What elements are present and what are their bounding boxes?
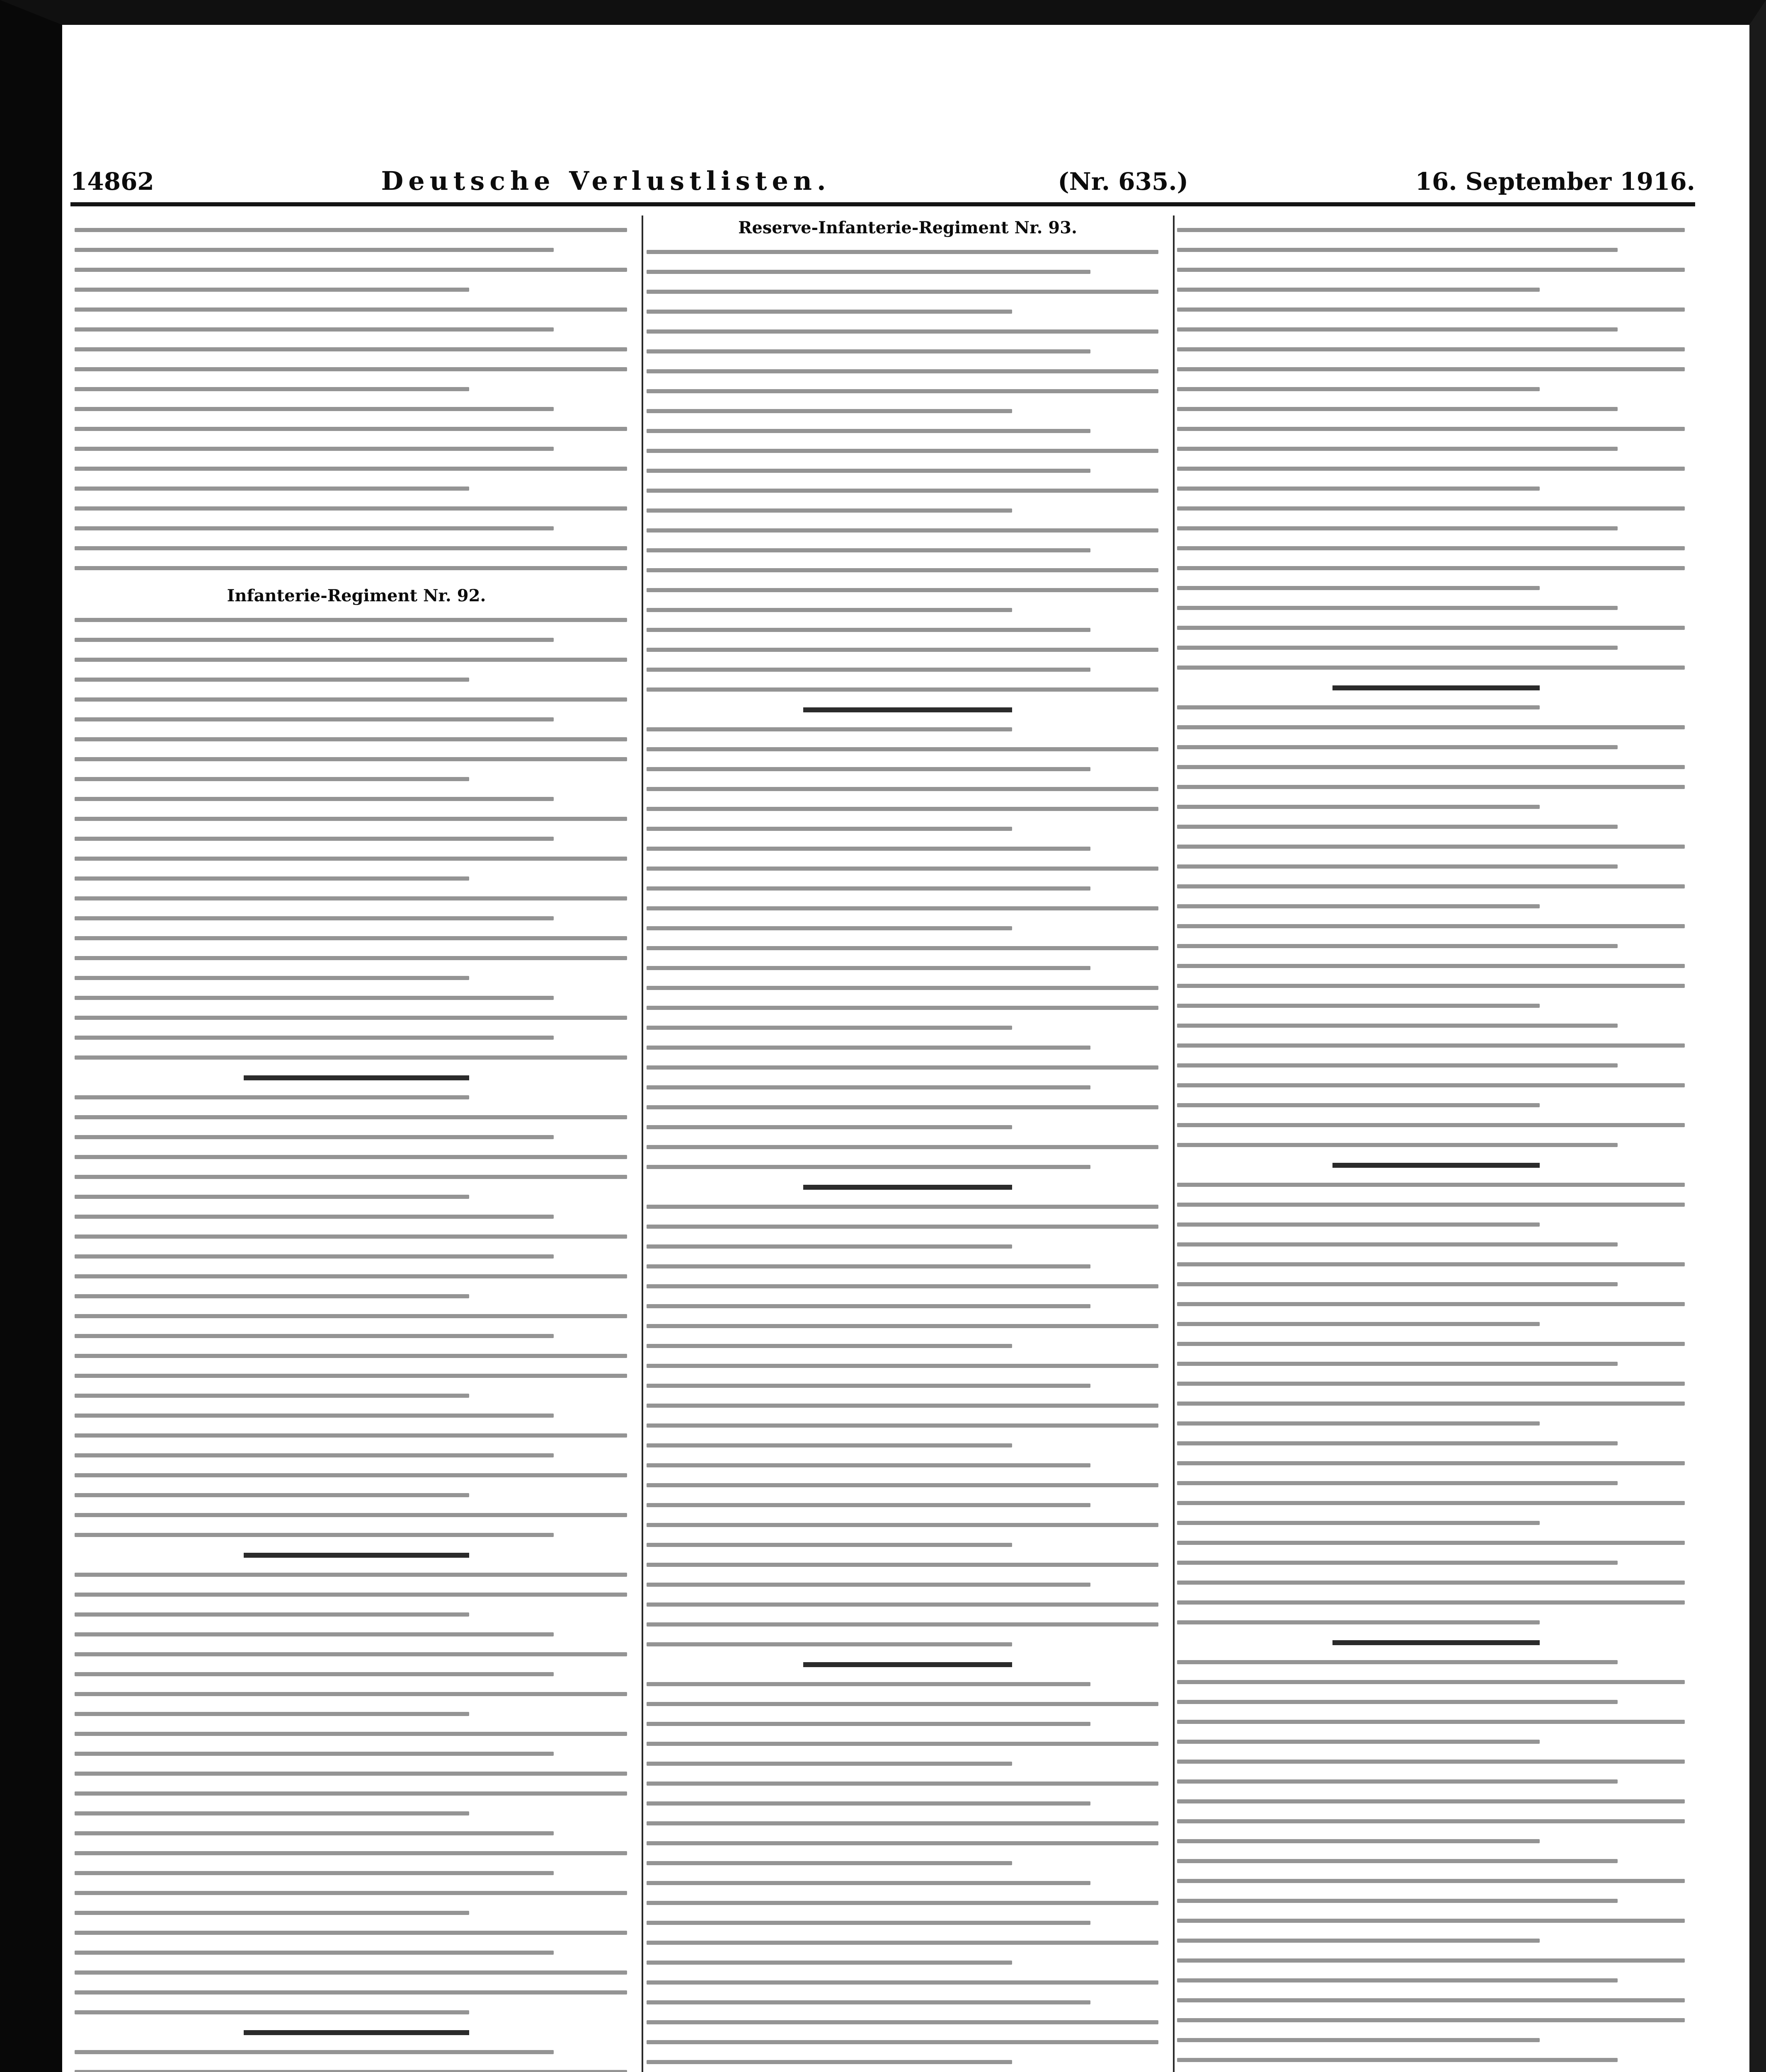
text-line [1177, 1402, 1685, 1406]
text-line [75, 2050, 554, 2054]
text-line [1177, 1043, 1685, 1048]
text-line [647, 329, 1158, 334]
casualty-list-text [75, 228, 638, 570]
text-line [1177, 1899, 1618, 1903]
text-line [1177, 1819, 1685, 1823]
text-line [75, 1374, 627, 1378]
text-line [647, 469, 1090, 473]
text-line [75, 347, 627, 351]
text-line [647, 1980, 1158, 1985]
text-line [1177, 1024, 1618, 1028]
text-line [1177, 307, 1685, 312]
text-line [647, 1065, 1158, 1070]
text-line [1177, 546, 1685, 550]
text-line [647, 1145, 1158, 1149]
text-line [647, 668, 1090, 672]
column-right [1177, 215, 1695, 2072]
text-line [75, 1931, 627, 1935]
text-line [75, 447, 554, 451]
text-line [1177, 1461, 1685, 1465]
text-line [647, 1046, 1090, 1050]
text-line [1177, 904, 1540, 908]
text-line [75, 327, 554, 332]
company-subheading [244, 1553, 469, 1558]
text-line [647, 1105, 1158, 1109]
text-line [647, 1742, 1158, 1746]
text-line [75, 1354, 627, 1358]
text-line [75, 1772, 627, 1776]
text-line [1177, 1004, 1540, 1008]
text-line [647, 1384, 1090, 1388]
text-line [1177, 1958, 1685, 1963]
text-line [1177, 1222, 1540, 1227]
text-line [75, 1274, 627, 1278]
text-line [1177, 228, 1685, 232]
text-line [75, 1215, 554, 1219]
company-subheading [803, 1662, 1012, 1667]
text-line [647, 528, 1158, 533]
text-line [647, 608, 1012, 612]
text-line [647, 409, 1012, 413]
text-line [647, 508, 1012, 513]
text-line [647, 1443, 1012, 1447]
text-line [647, 1404, 1158, 1408]
text-line [647, 628, 1090, 632]
text-line [1177, 1740, 1540, 1744]
text-line [647, 588, 1158, 592]
text-line [75, 777, 469, 781]
company-subheading [1332, 1640, 1540, 1645]
journal-title: Deutsche Verlustlisten. [381, 166, 831, 196]
text-line [647, 1901, 1158, 1905]
text-line [75, 1135, 554, 1139]
text-line [1177, 845, 1685, 849]
section-title: Infanterie-Regiment Nr. 92. [227, 586, 486, 605]
text-line [75, 427, 627, 431]
text-line [75, 228, 627, 232]
text-line [647, 1961, 1012, 1965]
text-line [647, 906, 1158, 910]
text-line [75, 566, 627, 570]
text-line [1177, 2018, 1685, 2022]
text-line [75, 956, 627, 960]
text-line [1177, 646, 1618, 650]
text-line [1177, 566, 1685, 570]
text-line [647, 727, 1012, 731]
text-line [647, 1006, 1158, 1010]
text-line [75, 1493, 469, 1497]
text-line [647, 1125, 1012, 1129]
text-line [75, 546, 627, 550]
text-line [647, 1244, 1012, 1249]
text-line [647, 926, 1012, 930]
text-line [75, 658, 627, 662]
text-line [75, 1095, 469, 1099]
text-line [75, 1791, 627, 1796]
text-line [1177, 864, 1618, 869]
page-header [70, 166, 1695, 199]
text-line [1177, 1262, 1685, 1266]
text-line [647, 1523, 1158, 1527]
issue-number: (Nr. 635.) [1058, 167, 1189, 196]
text-line [1177, 765, 1685, 769]
text-line [1177, 487, 1540, 491]
text-line [647, 548, 1090, 552]
text-line [647, 807, 1158, 811]
text-line [1177, 1620, 1540, 1624]
text-line [647, 1324, 1158, 1328]
text-line [75, 857, 627, 861]
text-line [1177, 427, 1685, 431]
text-line [75, 1970, 627, 1975]
text-line [647, 1026, 1012, 1030]
text-line [75, 1891, 627, 1895]
column-divider [642, 215, 643, 2072]
text-line [1177, 884, 1685, 888]
text-line [75, 1752, 554, 1756]
text-line [647, 1702, 1158, 1706]
text-line [75, 737, 627, 741]
section-title: Reserve-Infanterie-Regiment Nr. 93. [738, 218, 1077, 237]
company-subheading [1332, 1163, 1540, 1168]
text-line [647, 787, 1158, 791]
text-line [75, 1990, 627, 1995]
text-line [647, 867, 1158, 871]
text-line [75, 1712, 469, 1716]
text-line [1177, 1322, 1540, 1326]
text-line [75, 1811, 469, 1815]
casualty-list-text [647, 250, 1169, 2072]
text-line [1177, 1083, 1685, 1087]
text-line [647, 1642, 1012, 1646]
column-middle [647, 215, 1169, 2072]
text-line [75, 367, 627, 371]
text-line [1177, 447, 1618, 451]
page-number: 14862 [70, 167, 154, 196]
text-line [75, 1115, 627, 1119]
text-line [1177, 1362, 1618, 1366]
text-line [75, 1851, 627, 1855]
header-rule [70, 202, 1695, 206]
text-line [1177, 347, 1685, 351]
text-line [75, 1473, 627, 1477]
text-line [1177, 1680, 1685, 1684]
text-line [647, 1563, 1158, 1567]
text-line [647, 2060, 1012, 2064]
text-line [647, 1583, 1090, 1587]
text-line [647, 270, 1090, 274]
text-line [75, 797, 554, 801]
text-line [75, 1294, 469, 1298]
text-line [75, 1016, 627, 1020]
text-line [1177, 1799, 1685, 1803]
text-line [647, 1264, 1090, 1268]
text-line [647, 1205, 1158, 1209]
company-subheading [244, 2030, 469, 2035]
column-left [75, 215, 638, 2072]
text-line [647, 687, 1158, 692]
text-line [647, 310, 1012, 314]
text-line [75, 1692, 627, 1696]
text-line [75, 1513, 627, 1517]
text-line [1177, 1342, 1685, 1346]
text-line [1177, 825, 1618, 829]
text-line [1177, 1203, 1685, 1207]
text-line [647, 429, 1090, 433]
text-line [647, 2000, 1090, 2004]
text-line [75, 1871, 554, 1875]
text-line [1177, 1302, 1685, 1306]
text-line [647, 946, 1158, 950]
text-line [647, 1801, 1090, 1806]
text-line [1177, 1760, 1685, 1764]
text-line [647, 886, 1090, 891]
text-line [75, 1334, 554, 1338]
text-line [75, 268, 627, 272]
text-line [1177, 924, 1685, 928]
text-line [1177, 407, 1618, 411]
text-line [75, 248, 554, 252]
text-line [647, 1503, 1090, 1507]
text-line [75, 387, 469, 391]
text-line [1177, 1700, 1618, 1704]
text-line [75, 996, 554, 1000]
text-line [1177, 1123, 1685, 1127]
text-line [75, 1632, 554, 1636]
text-line [1177, 1541, 1685, 1545]
text-line [1177, 248, 1618, 252]
text-line [75, 1254, 554, 1259]
text-line [647, 2020, 1158, 2024]
text-line [647, 449, 1158, 453]
text-line [1177, 705, 1540, 709]
text-line [1177, 1939, 1540, 1943]
text-line [647, 1762, 1012, 1766]
text-line [647, 1165, 1090, 1169]
text-line [75, 2070, 627, 2072]
text-line [75, 1732, 627, 1736]
text-line [1177, 1242, 1618, 1247]
text-line [1177, 785, 1685, 789]
text-line [647, 1782, 1158, 1786]
text-line [1177, 805, 1540, 809]
text-line [75, 976, 469, 980]
text-line [75, 1831, 554, 1835]
text-line [1177, 2038, 1540, 2042]
text-line [75, 1911, 469, 1915]
text-line [647, 1941, 1158, 1945]
text-line [75, 916, 554, 920]
text-line [1177, 586, 1540, 590]
text-line [75, 1155, 627, 1159]
text-line [647, 1364, 1158, 1368]
text-line [1177, 1919, 1685, 1923]
text-line [75, 1573, 627, 1577]
text-line [75, 1394, 469, 1398]
text-line [75, 876, 469, 881]
text-line [647, 1344, 1012, 1348]
text-line [75, 896, 627, 900]
text-line [1177, 606, 1618, 610]
text-line [75, 307, 627, 312]
text-line [647, 1841, 1158, 1845]
text-line [1177, 506, 1685, 511]
text-line [75, 1593, 627, 1597]
text-line [647, 489, 1158, 493]
text-line [647, 648, 1158, 652]
text-line [1177, 1063, 1618, 1067]
text-line [1177, 268, 1685, 272]
text-line [1177, 1720, 1685, 1724]
text-line [1177, 1103, 1540, 1107]
text-line [647, 1483, 1158, 1487]
text-line [647, 1085, 1090, 1089]
text-line [75, 717, 554, 721]
text-line [75, 288, 469, 292]
text-line [75, 936, 627, 940]
text-line [1177, 1521, 1540, 1525]
text-line [75, 1652, 627, 1656]
casualty-list-text [75, 618, 638, 2072]
text-line [647, 1861, 1012, 1865]
text-line [1177, 367, 1685, 371]
text-line [1177, 1581, 1685, 1585]
column-divider [1173, 215, 1175, 2072]
text-line [75, 638, 554, 642]
text-line [647, 568, 1158, 572]
text-line [75, 618, 627, 622]
text-line [1177, 1839, 1540, 1843]
text-line [75, 526, 554, 530]
text-line [1177, 1481, 1618, 1485]
text-line [1177, 1561, 1618, 1565]
text-line [647, 369, 1158, 373]
company-subheading [1332, 685, 1540, 690]
text-line [1177, 1143, 1618, 1147]
company-subheading [803, 1185, 1012, 1190]
company-subheading [244, 1075, 469, 1080]
text-line [647, 1821, 1158, 1825]
text-line [75, 1036, 554, 1040]
text-line [75, 1672, 554, 1676]
text-line [75, 1612, 469, 1617]
text-line [75, 1195, 469, 1199]
text-line [75, 697, 627, 702]
text-line [1177, 526, 1618, 530]
text-line [1177, 1978, 1618, 1982]
text-line [1177, 1859, 1618, 1863]
text-line [647, 1622, 1158, 1627]
company-subheading [803, 707, 1012, 712]
text-line [1177, 1879, 1685, 1883]
text-line [647, 349, 1090, 353]
text-line [647, 1284, 1158, 1288]
text-line [647, 827, 1012, 831]
text-line [75, 2010, 469, 2014]
text-line [647, 1682, 1090, 1686]
text-line [647, 767, 1090, 771]
text-line [1177, 984, 1685, 988]
text-line [647, 290, 1158, 294]
text-line [75, 1175, 627, 1179]
text-line [1177, 1183, 1685, 1187]
text-line [1177, 666, 1685, 670]
casualty-list-text [1177, 228, 1695, 2072]
text-line [647, 986, 1158, 990]
text-line [647, 250, 1158, 254]
text-line [647, 1722, 1090, 1726]
text-line [1177, 387, 1540, 391]
text-line [1177, 1998, 1685, 2002]
text-line [1177, 1282, 1618, 1286]
text-line [647, 1423, 1158, 1428]
text-line [75, 1055, 627, 1060]
text-line [647, 847, 1090, 851]
text-line [75, 467, 627, 471]
text-line [647, 389, 1158, 393]
text-line [75, 1234, 627, 1239]
text-line [1177, 1779, 1618, 1784]
text-line [75, 1314, 627, 1318]
text-line [647, 1602, 1158, 1607]
text-line [1177, 1660, 1618, 1664]
text-line [75, 1533, 554, 1537]
text-line [75, 678, 469, 682]
text-line [75, 1433, 627, 1438]
text-line [75, 407, 554, 411]
text-line [647, 1921, 1090, 1925]
text-line [1177, 1600, 1685, 1605]
text-line [75, 837, 554, 841]
text-line [1177, 1382, 1685, 1386]
text-line [647, 747, 1158, 751]
text-line [647, 966, 1090, 970]
text-line [1177, 1421, 1540, 1426]
text-line [647, 1304, 1090, 1308]
text-line [75, 1951, 554, 1955]
text-line [1177, 964, 1685, 968]
text-line [647, 2040, 1158, 2044]
text-line [1177, 327, 1618, 332]
text-line [75, 817, 627, 821]
text-line [647, 1225, 1158, 1229]
text-line [75, 506, 627, 511]
text-line [75, 1453, 554, 1457]
text-line [647, 1881, 1090, 1885]
text-line [1177, 1441, 1618, 1445]
text-line [1177, 944, 1618, 948]
issue-date: 16. September 1916. [1415, 167, 1695, 196]
text-line [647, 1463, 1090, 1467]
text-line [75, 1414, 554, 1418]
text-line [1177, 467, 1685, 471]
text-line [1177, 725, 1685, 729]
text-line [1177, 626, 1685, 630]
text-line [75, 757, 627, 761]
text-line [1177, 2058, 1618, 2062]
text-line [647, 1543, 1012, 1547]
text-line [1177, 288, 1540, 292]
text-line [75, 487, 469, 491]
text-line [1177, 1501, 1685, 1505]
text-line [1177, 745, 1618, 749]
